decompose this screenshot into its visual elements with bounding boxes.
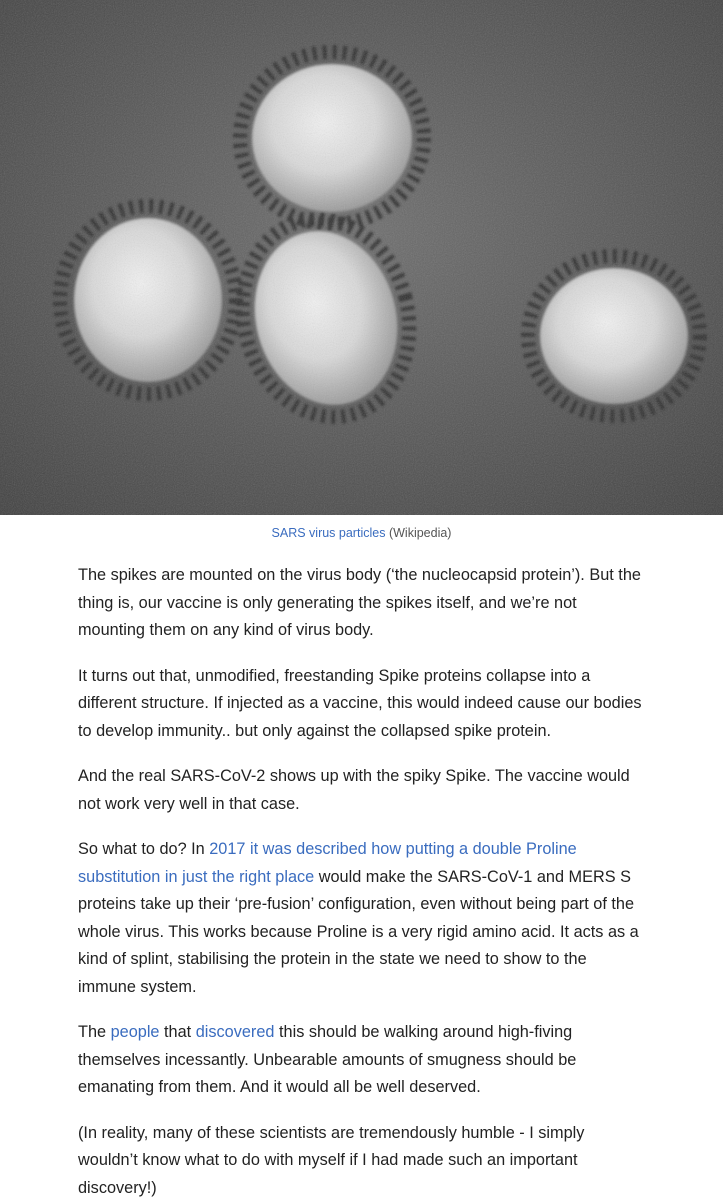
paragraph-4-text-a: So what to do? In: [78, 840, 210, 858]
paragraph-5-text-b: that: [159, 1023, 196, 1041]
paragraph-4: [78, 836, 645, 1001]
people-link[interactable]: people: [110, 1023, 160, 1041]
caption-link[interactable]: SARS virus particles: [271, 526, 386, 540]
figure-caption: [0, 526, 723, 544]
paragraph-2: It turns out that, unmodified, freestanding Spike proteins collapse into a different structure. If injected as a vaccine, this would indeed cause our bodies to develop immunity.. but only against the collapsed spike protein.: [78, 666, 642, 740]
article-body: [0, 562, 723, 1200]
paragraph-4-text-b: would make the SARS-CoV-1 and MERS S proteins take up their ‘pre-fusion’ configuration, even without being part of the whole virus. This works because Proline is a very rigid amino acid. It acts as a kind of splint, stabilising the protein in the state we need to show to the immune system.: [78, 867, 639, 996]
discovered-link[interactable]: discovered: [195, 1023, 275, 1041]
paragraph-6: (In reality, many of these scientists are tremendously humble - I simply wouldn’t know what to do with myself if I had made such an important discovery!): [78, 1123, 585, 1197]
paragraph-5-text-a: The: [78, 1023, 111, 1041]
paragraph-5: [78, 1019, 645, 1102]
proline-2017-link[interactable]: 2017 it was described how putting a double Proline substitution in just the right place: [78, 840, 577, 886]
paragraph-3: And the real SARS-CoV-2 shows up with the spiky Spike. The vaccine would not work very well in that case.: [78, 767, 630, 813]
paragraph-1: The spikes are mounted on the virus body (‘the nucleocapsid protein’). But the thing is, our vaccine is only generating the spikes itself, and we’re not mounting them on any kind of virus body.: [78, 566, 641, 639]
virus-micrograph: [0, 0, 723, 515]
caption-source: (Wikipedia): [388, 526, 452, 540]
paragraph-5-text-c: this should be walking around high-fiving themselves incessantly. Unbearable amounts of smugness should be emanating from them. And it would all be well deserved.: [78, 1023, 577, 1096]
micrograph-image: [0, 0, 723, 515]
